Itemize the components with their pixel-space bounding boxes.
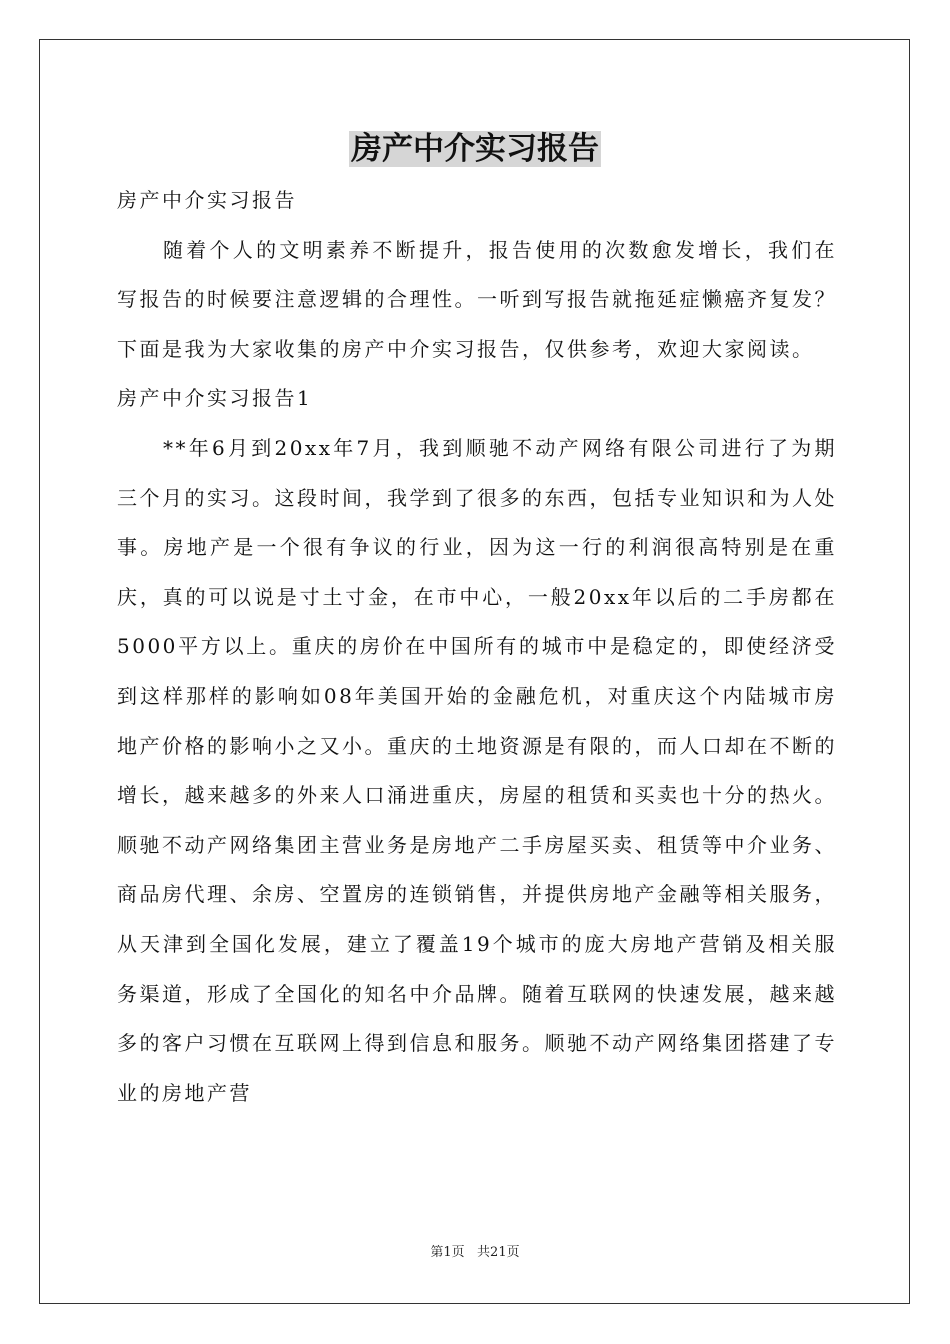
section-heading-1: 房产中介实习报告1 xyxy=(117,386,313,411)
report-paragraph-1: **年6月到20xx年7月，我到顺驰不动产网络有限公司进行了为期三个月的实习。这段时间，我学到了很多的东西，包括专业知识和为人处事。房地产是一个很有争议的行业，因为这一行的利润很高特别是在重庆，真的可以说是寸土寸金，在市中心，一般20xx年以后的二手房都在5000平方以上。重庆的房价在中国所有的城市中是稳定的，即使经济受到这样那样的影响如08年美国开始的金融危机，对重庆这个内陆城市房地产价格的影响小之又小。重庆的土地资源是有限的，而人口却在不断的增长，越来越多的外来人口涌进重庆，房屋的租赁和买卖也十分的热火。顺驰不动产网络集团主营业务是房地产二手房屋买卖、租赁等中介业务、商品房代理、余房、空置房的连锁销售，并提供房地产金融等相关服务，从天津到全国化发展，建立了覆盖19个城市的庞大房地产营销及相关服务渠道，形成了全国化的知名中介品牌。随着互联网的快速发展，越来越多的客户习惯在互联网上得到信息和服务。顺驰不动产网络集团搭建了专业的房地产营 xyxy=(117,435,837,1105)
subtitle-paragraph: 房产中介实习报告 xyxy=(117,188,297,212)
document-title-text: 房产中介实习报告 xyxy=(351,131,599,167)
document-body xyxy=(117,176,837,1118)
page-footer: 第1页 共21页 xyxy=(430,1245,520,1260)
intro-paragraph: 随着个人的文明素养不断提升，报告使用的次数愈发增长，我们在写报告的时候要注意逻辑的合理性。一听到写报告就拖延症懒癌齐复发？下面是我为大家收集的房产中介实习报告，仅供参考，欢迎大家阅读。 xyxy=(117,237,837,361)
document-title xyxy=(0,125,950,173)
